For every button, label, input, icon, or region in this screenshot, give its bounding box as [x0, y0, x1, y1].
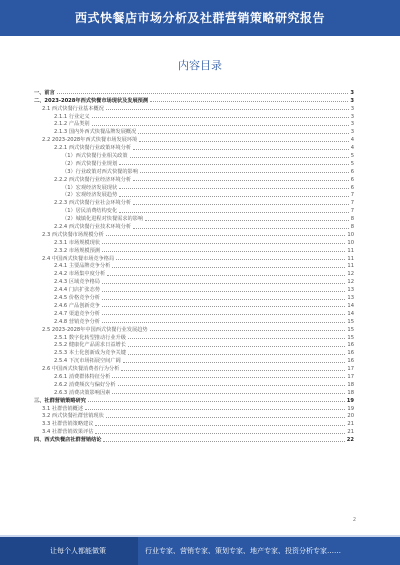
toc-entry-page: 8: [350, 216, 354, 223]
toc-entry-title: （2）城镇化进程对快餐需求的影响: [62, 216, 144, 223]
toc-leader-dots: [85, 409, 345, 410]
toc-leader-dots: [140, 172, 349, 173]
toc-entry[interactable]: [34, 269, 354, 277]
toc-entry[interactable]: [34, 404, 354, 412]
toc-entry-title: 一、前言: [34, 89, 55, 96]
toc-entry-page: 10: [347, 231, 354, 238]
toc-leader-dots: [106, 235, 346, 236]
toc-entry[interactable]: [34, 419, 354, 427]
toc-leader-dots: [102, 322, 345, 323]
toc-entry-page: 14: [347, 302, 354, 309]
toc-leader-dots: [102, 306, 345, 307]
toc-entry-title: 2.5 2023-2028年中国西式快餐行业发展趋势: [42, 326, 148, 333]
toc-entry-title: 2.2.4 西式快餐行业技术环境分析: [54, 224, 132, 231]
footer-slogan: 让每个人都能做策: [50, 547, 106, 555]
toc-heading: 内容目录: [178, 59, 222, 72]
toc-entry-page: 7: [350, 200, 354, 207]
toc-entry[interactable]: [34, 309, 354, 317]
toc-entry-page: 6: [350, 168, 354, 175]
toc-entry-title: 2.1.2 产品类别: [54, 121, 90, 128]
toc-entry-page: 3: [350, 105, 354, 112]
toc-entry-page: 5: [350, 160, 354, 167]
toc-leader-dots: [138, 133, 348, 134]
toc-leader-dots: [92, 117, 349, 118]
toc-leader-dots: [118, 385, 346, 386]
toc-leader-dots: [112, 393, 345, 394]
toc-leader-dots: [102, 251, 345, 252]
toc-entry[interactable]: [34, 127, 354, 135]
toc-entry[interactable]: [34, 262, 354, 270]
toc-entry-title: 2.6.3 消费决策影响因素: [54, 389, 111, 396]
toc-entry-title: 3.4 社群营销效果评估: [42, 429, 94, 436]
toc-entry-page: 7: [350, 192, 354, 199]
toc-entry-title: 四、西式快餐店社群营销结论: [34, 437, 102, 444]
toc-leader-dots: [92, 125, 349, 126]
toc-entry-title: （1）宏观经济发展现状: [62, 184, 118, 191]
toc-entry-title: 2.1.1 行业定义: [54, 113, 90, 120]
toc-leader-dots: [102, 314, 345, 315]
toc-entry[interactable]: [34, 143, 354, 151]
footer-brand-block: [0, 537, 138, 565]
toc-leader-dots: [150, 330, 346, 331]
toc-entry-page: 16: [347, 350, 354, 357]
toc-leader-dots: [88, 401, 345, 402]
toc-entry-page: 14: [347, 310, 354, 317]
toc-entry-page: 17: [347, 373, 354, 380]
toc-entry-page: 11: [347, 247, 354, 254]
toc-leader-dots: [133, 180, 349, 181]
toc-entry[interactable]: [34, 396, 354, 404]
toc-entry-page: 11: [347, 255, 354, 262]
toc-entry-page: 13: [347, 295, 354, 302]
toc-leader-dots: [102, 299, 345, 300]
toc-entry[interactable]: [34, 348, 354, 356]
toc-entry-page: 4: [350, 145, 354, 152]
toc-entry-page: 5: [350, 153, 354, 160]
toc-leader-dots: [102, 283, 345, 284]
toc-leader-dots: [123, 362, 346, 363]
toc-entry[interactable]: [34, 254, 354, 262]
toc-entry-page: 3: [350, 113, 354, 120]
toc-entry-page: 21: [347, 421, 354, 428]
toc-entry-title: 2.1.3 国内外西式快餐品牌发展概况: [54, 129, 137, 136]
toc-entry[interactable]: [34, 167, 354, 175]
toc-leader-dots: [150, 101, 348, 102]
toc-entry-title: 2.2.2 西式快餐行业经济环境分析: [54, 176, 132, 183]
toc-entry-page: 21: [347, 429, 354, 436]
toc-leader-dots: [145, 220, 349, 221]
toc-entry[interactable]: [34, 435, 354, 443]
toc-entry-title: 2.4 中国西式快餐市场竞争格局: [42, 255, 115, 262]
toc-leader-dots: [112, 267, 345, 268]
toc-entry-page: 10: [347, 239, 354, 246]
toc-leader-dots: [106, 109, 349, 110]
toc-leader-dots: [116, 259, 345, 260]
toc-leader-dots: [119, 188, 349, 189]
toc-entry[interactable]: [34, 246, 354, 254]
toc-entry[interactable]: [34, 333, 354, 341]
toc-entry-title: 2.4.4 门店扩张态势: [54, 287, 100, 294]
toc-entry[interactable]: [34, 214, 354, 222]
toc-entry-title: 2.3.2 市场规模预测: [54, 247, 100, 254]
toc-entry-title: （1）居民消费结构变化: [62, 208, 118, 215]
toc-leader-dots: [133, 228, 349, 229]
toc-leader-dots: [128, 338, 345, 339]
toc-entry-page: 11: [347, 263, 354, 270]
toc-entry-page: 6: [350, 176, 354, 183]
toc-entry-page: 17: [347, 366, 354, 373]
toc-leader-dots: [133, 149, 349, 150]
toc-entry-title: 2.3 西式快餐市场规模分析: [42, 231, 104, 238]
report-title: 西式快餐店市场分析及社群营销策略研究报告: [74, 11, 325, 25]
toc-entry[interactable]: [34, 301, 354, 309]
toc-entry-page: 18: [347, 381, 354, 388]
toc-entry[interactable]: [34, 285, 354, 293]
toc-leader-dots: [95, 425, 345, 426]
toc-entry-title: 2.5.3 本土化创新成为竞争关键: [54, 350, 126, 357]
toc-leader-dots: [119, 196, 349, 197]
toc-entry-title: 2.1 西式快餐行业基本概况: [42, 105, 104, 112]
toc-entry[interactable]: [34, 356, 354, 364]
toc-entry-page: 16: [347, 342, 354, 349]
toc-entry-title: 3.2 西式快餐社群营销现状: [42, 413, 104, 420]
toc-entry-title: （2）西式快餐行业规划: [62, 160, 118, 167]
toc-entry-page: 19: [346, 397, 354, 404]
toc-entry-title: 2.6.1 消费群体特征分析: [54, 373, 111, 380]
toc-entry-title: 2.4.7 渠道竞争分析: [54, 310, 100, 317]
toc-entry-page: 12: [347, 279, 354, 286]
toc-entry-title: 2.4.3 区域竞争格局: [54, 279, 100, 286]
toc-leader-dots: [112, 377, 345, 378]
toc-entry-page: 13: [347, 287, 354, 294]
footer-expert-list: 行业专家、营销专家、策划专家、地产专家、投资分析专家……: [145, 547, 341, 555]
toc-entry[interactable]: [34, 293, 354, 301]
toc-entry[interactable]: [34, 238, 354, 246]
toc-entry[interactable]: [34, 175, 354, 183]
report-header-bar: [0, 0, 400, 36]
toc-entry-title: 2.5.2 健康化产品需求日益增长: [54, 342, 126, 349]
toc-entry[interactable]: [34, 380, 354, 388]
toc-entry-page: 3: [350, 121, 354, 128]
toc-entry-title: （2）宏观经济发展趋势: [62, 192, 118, 199]
toc-entry-title: 2.5.1 数字化转型推动行业升级: [54, 334, 126, 341]
toc-leader-dots: [130, 157, 349, 158]
toc-entry-page: 4: [350, 137, 354, 144]
toc-entry[interactable]: [34, 206, 354, 214]
toc-entry[interactable]: [34, 222, 354, 230]
toc-entry[interactable]: [34, 135, 354, 143]
toc-entry-title: 二、2023-2028年西式快餐市场现状及发展预测: [34, 97, 149, 104]
toc-entry-title: 2.4.8 营销竞争分析: [54, 318, 100, 325]
toc-leader-dots: [95, 433, 345, 434]
table-of-contents: [34, 88, 354, 443]
toc-entry-page: 7: [350, 208, 354, 215]
toc-leader-dots: [128, 354, 345, 355]
toc-leader-dots: [133, 204, 349, 205]
toc-entry-page: 15: [347, 318, 354, 325]
toc-leader-dots: [102, 291, 345, 292]
toc-entry-page: 8: [350, 224, 354, 231]
toc-leader-dots: [102, 243, 345, 244]
toc-entry[interactable]: [34, 191, 354, 199]
toc-leader-dots: [57, 93, 349, 94]
toc-entry-page: 16: [347, 358, 354, 365]
toc-entry-page: 19: [347, 405, 354, 412]
toc-entry-title: 2.2 2023-2028年西式快餐市场发展环境: [42, 137, 138, 144]
toc-entry-title: 3.1 社群营销概述: [42, 405, 84, 412]
toc-entry[interactable]: [34, 104, 354, 112]
toc-entry-page: 22: [346, 437, 354, 444]
toc-entry-page: 3: [350, 129, 354, 136]
toc-entry-page: 3: [350, 89, 354, 96]
toc-entry-title: 2.2.1 西式快餐行业政策环境分析: [54, 145, 132, 152]
toc-leader-dots: [121, 370, 345, 371]
toc-entry[interactable]: [34, 388, 354, 396]
toc-entry-page: 12: [347, 271, 354, 278]
toc-entry-title: 2.3.1 市场规模现状: [54, 239, 100, 246]
toc-entry-title: 2.2.3 西式快餐行业社会环境分析: [54, 200, 132, 207]
toc-entry-page: 6: [350, 184, 354, 191]
toc-entry-title: 三、社群营销策略研究: [34, 397, 86, 404]
toc-leader-dots: [103, 441, 344, 442]
toc-entry[interactable]: [34, 120, 354, 128]
toc-entry[interactable]: [34, 325, 354, 333]
toc-entry-title: 2.4.6 产品创新竞争: [54, 302, 100, 309]
toc-entry[interactable]: [34, 317, 354, 325]
toc-entry-title: （3）行业政策对西式快餐的影响: [62, 168, 138, 175]
toc-entry-title: 2.6 中国西式快餐消费者行为分析: [42, 366, 120, 373]
footer-bar: [0, 537, 400, 565]
toc-entry-page: 15: [347, 326, 354, 333]
toc-entry[interactable]: [34, 277, 354, 285]
toc-leader-dots: [119, 164, 349, 165]
page-number: 2: [352, 517, 356, 523]
toc-leader-dots: [119, 212, 349, 213]
toc-entry-page: 18: [347, 389, 354, 396]
toc-leader-dots: [106, 417, 346, 418]
toc-entry[interactable]: [34, 341, 354, 349]
toc-entry[interactable]: [34, 151, 354, 159]
toc-entry[interactable]: [34, 112, 354, 120]
toc-entry[interactable]: [34, 96, 354, 104]
toc-entry[interactable]: [34, 183, 354, 191]
toc-entry-title: 2.4.5 价格竞争分析: [54, 295, 100, 302]
toc-entry-title: 2.4.2 市场集中度分析: [54, 271, 106, 278]
toc-entry[interactable]: [34, 88, 354, 96]
toc-entry[interactable]: [34, 427, 354, 435]
toc-entry-title: （1）西式快餐行业相关政策: [62, 153, 128, 160]
toc-leader-dots: [128, 346, 345, 347]
toc-leader-dots: [139, 141, 348, 142]
toc-leader-dots: [107, 275, 345, 276]
toc-entry-title: 3.3 社群营销策略建议: [42, 421, 94, 428]
toc-entry[interactable]: [34, 198, 354, 206]
toc-entry[interactable]: [34, 372, 354, 380]
toc-entry[interactable]: [34, 364, 354, 372]
toc-entry-page: 20: [347, 413, 354, 420]
toc-entry-page: 3: [350, 97, 354, 104]
toc-entry-page: 15: [347, 334, 354, 341]
toc-entry-title: 2.6.2 消费频次与偏好分析: [54, 381, 116, 388]
toc-entry[interactable]: [34, 230, 354, 238]
toc-entry-title: 2.4.1 主要品牌竞争分析: [54, 263, 111, 270]
toc-entry[interactable]: [34, 412, 354, 420]
toc-entry-title: 2.5.4 下沉市场拓展空间广阔: [54, 358, 121, 365]
toc-entry[interactable]: [34, 159, 354, 167]
